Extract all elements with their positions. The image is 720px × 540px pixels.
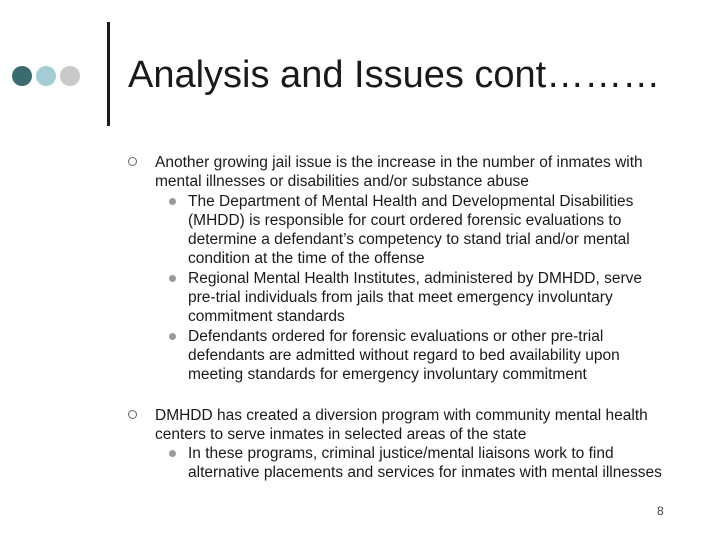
dot-dark-teal (12, 66, 32, 86)
sub-bullet-regional-institutes (155, 269, 673, 327)
title-divider (107, 22, 110, 126)
bullet-diversion-program (128, 406, 673, 483)
sub-bullet-mhdd (155, 192, 673, 269)
sub-bullet-liaisons (155, 444, 673, 483)
sub-bullet-text: The Department of Mental Health and Developmental Disabilities (MHDD) is responsible for court ordered forensic evaluations to determine a defendant’s competency to stand trial and/or mental condition at the time of the offense (188, 192, 634, 268)
sub-bullet-text: Regional Mental Health Institutes, administered by DMHDD, serve pre-trial individuals from jails that meet emergency involuntary commitment standards (188, 269, 642, 326)
sub-bullet-text: Defendants ordered for forensic evaluations or other pre-trial defendants are admitted without regard to bed availability upon meeting standards for emergency involuntary commitment (188, 327, 620, 384)
slide-content (128, 153, 673, 483)
page-number: 8 (657, 504, 664, 518)
sub-bullet-text: In these programs, criminal justice/mental liaisons work to find alternative placements and services for inmates with mental illnesses (188, 445, 662, 482)
filled-bullet-icon (169, 333, 176, 340)
sub-bullet-defendants (155, 327, 673, 385)
bullet-text: DMHDD has created a diversion program with community mental health centers to serve inmates in selected areas of the state (155, 406, 648, 443)
hollow-bullet-icon (128, 410, 137, 419)
filled-bullet-icon (169, 275, 176, 282)
bullet-jail-issue (128, 153, 673, 385)
dot-light-teal (36, 66, 56, 86)
filled-bullet-icon (169, 450, 176, 457)
hollow-bullet-icon (128, 157, 137, 166)
decorative-dots (12, 66, 80, 86)
filled-bullet-icon (169, 198, 176, 205)
dot-gray (60, 66, 80, 86)
slide-title: Analysis and Issues cont……… (128, 54, 661, 96)
bullet-text: Another growing jail issue is the increase in the number of inmates with mental illnesses or disabilities and/or substance abuse (155, 154, 643, 191)
